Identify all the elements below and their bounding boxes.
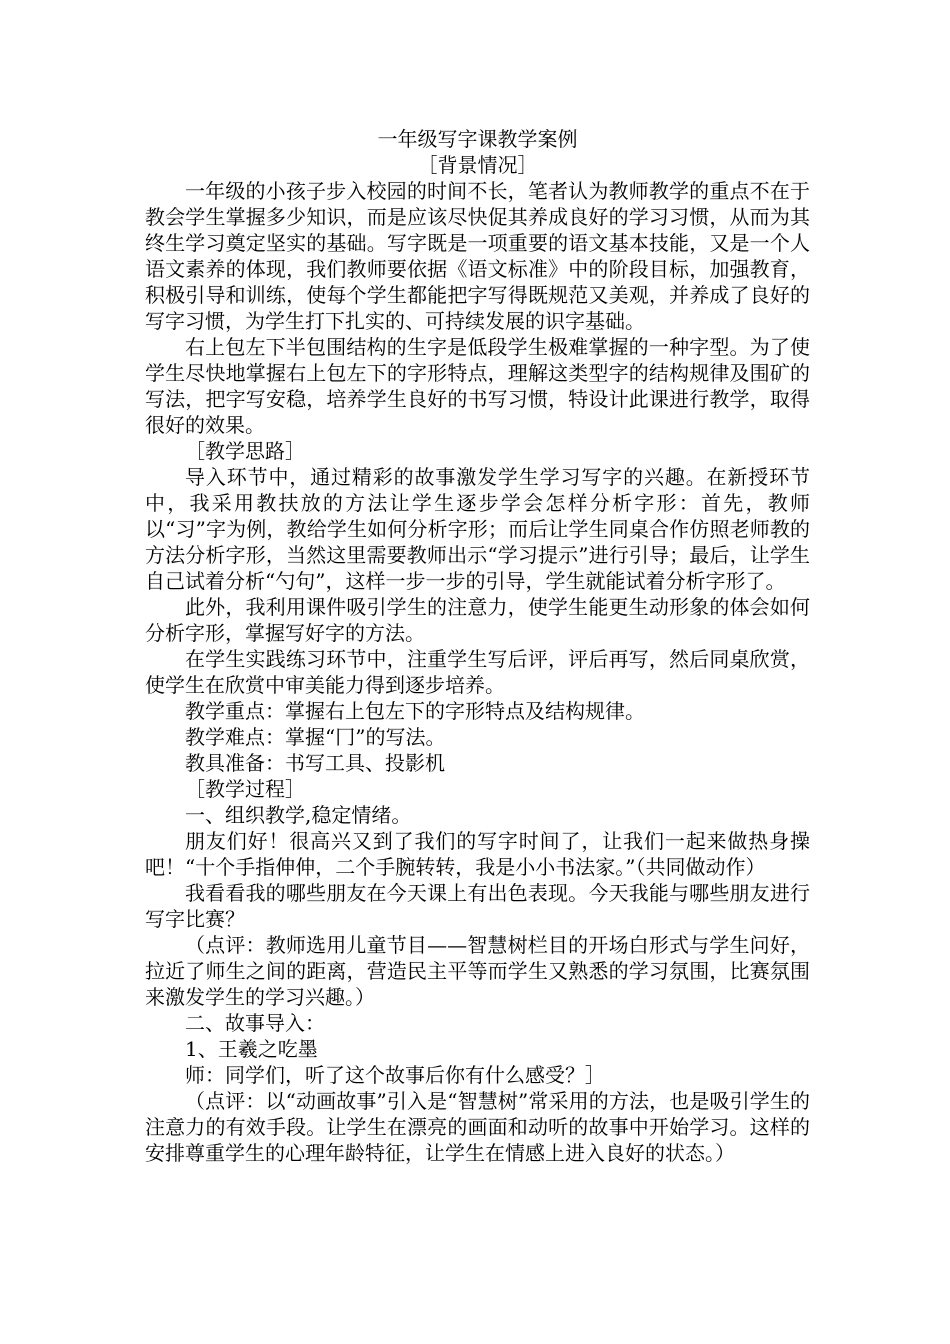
- story-title: 1、王羲之吃墨: [185, 1037, 318, 1061]
- paragraph: 此外，我利用课件吸引学生的注意力，使学生能更生动形象的体会如何分析字形，掌握写好字的方法。: [145, 595, 810, 645]
- step-heading: 二、故事导入：: [185, 1011, 325, 1035]
- teaching-focus: 教学重点：掌握右上包左下的字形特点及结构规律。: [185, 699, 645, 723]
- document-title: 一年级写字课教学案例: [377, 127, 578, 151]
- paragraph: 一年级的小孩子步入校园的时间不长，笔者认为教师教学的重点不在于教会学生掌握多少知识，而是应该尽快促其养成良好的学习习惯，从而为其终生学习奠定坚实的基础。写字既是一项重要的语文基本技能，又是一个人语文素养的体现，我们教师要依据《语文标准》中的阶段目标，加强教育，积极引导和训练，使每个学生都能把字写得既规范又美观，并养成了良好的写字习惯，为学生打下扎实的、可持续发展的识字基础。: [145, 179, 810, 333]
- section-heading-thinking: ［教学思路］: [185, 439, 305, 463]
- section-heading-process: ［教学过程］: [185, 777, 305, 801]
- teaching-aids: 教具准备：书写工具、投影机: [185, 751, 445, 775]
- section-heading-background: ［背景情况］: [417, 153, 538, 177]
- paragraph: 在学生实践练习环节中，注重学生写后评，评后再写，然后同桌欣赏，使学生在欣赏中审美能力得到逐步培养。: [145, 647, 810, 697]
- paragraph: 导入环节中，通过精彩的故事激发学生学习写字的兴趣。在新授环节中，我采用教扶放的方法让学生逐步学会怎样分析字形：首先，教师以“习”字为例，教给学生如何分析字形；而后让学生同桌合作仿照老师教的方法分析字形，当然这里需要教师出示“学习提示”进行引导；最后，让学生自己试着分析“勺句”，这样一步一步的引导，学生就能试着分析字形了。: [145, 465, 810, 593]
- step-heading: 一、组织教学,稳定情绪。: [185, 803, 412, 827]
- paragraph: 师：同学们，听了这个故事后你有什么感受？］: [185, 1063, 605, 1087]
- paragraph: 右上包左下半包围结构的生字是低段学生极难掌握的一种字型。为了使学生尽快地掌握右上包左下的字形特点，理解这类型字的结构规律及围矿的写法，把字写安稳，培养学生良好的书写习惯，特设计此课进行教学，取得很好的效果。: [145, 335, 810, 437]
- paragraph: 朋友们好！很高兴又到了我们的写字时间了，让我们一起来做热身操吧！“十个手指伸伸，二个手腕转转，我是小小书法家。”（共同做动作）: [145, 829, 810, 879]
- teaching-difficulty: 教学难点：掌握“冂”的写法。: [185, 725, 446, 749]
- comment-paragraph: （点评：教师选用儿童节目——智慧树栏目的开场白形式与学生问好，拉近了师生之间的距离，营造民主平等而学生又熟悉的学习氛围，比赛氛围来激发学生的学习兴趣。）: [145, 933, 810, 1009]
- comment-paragraph: （点评：以“动画故事”引入是“智慧树”常采用的方法，也是吸引学生的注意力的有效手段。让学生在漂亮的画面和动听的故事中开始学习。这样的安排尊重学生的心理年龄特征，让学生在情感上进入良好的状态。）: [145, 1089, 810, 1165]
- paragraph: 我看看我的哪些朋友在今天课上有出色表现。今天我能与哪些朋友进行写字比赛？: [145, 881, 810, 931]
- document-page: [145, 126, 810, 1166]
